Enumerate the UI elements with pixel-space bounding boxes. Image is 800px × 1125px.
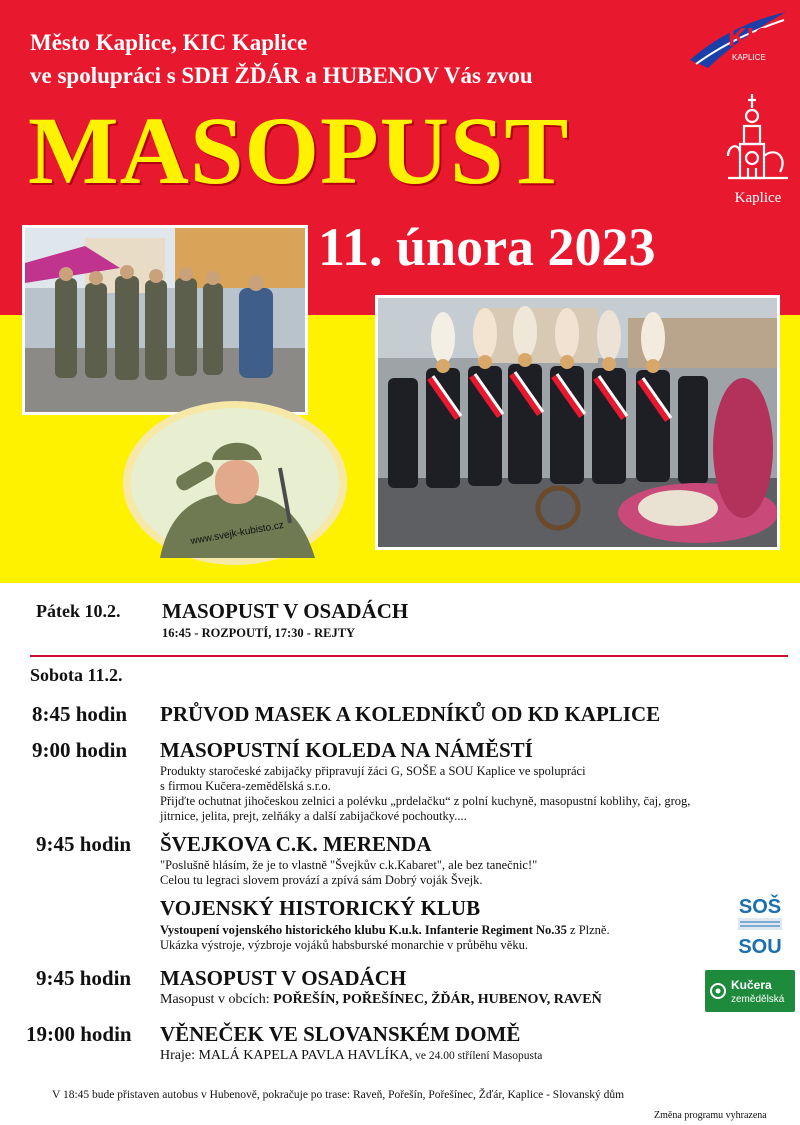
organizer-line: Město Kaplice, KIC Kaplice: [30, 30, 308, 55]
item-time: 9:00 hodin: [32, 738, 128, 762]
bus-note: V 18:45 bude přistaven autobus v Hubenově, pokračuje po trase: Raveň, Pořešín, Pořešínec, Žďár, Kaplice - Slovanský dům: [52, 1089, 625, 1101]
poster-title: MASOPUST: [28, 97, 570, 204]
saturday-day: Sobota 11.2.: [30, 665, 123, 685]
kucera-logo-line1: Kučera: [731, 978, 772, 992]
item-text-line: [160, 992, 602, 1008]
item-time: 8:45 hodin: [32, 702, 128, 726]
item-time: 19:00 hodin: [26, 1022, 132, 1046]
item-title: ŠVEJKOVA C.K. MERENDA: [160, 832, 432, 856]
photo-svejk-character: [120, 398, 350, 568]
item-text-line: Přijďte ochutnat jihočeskou zelnici a polévku „prdelačku“ z polní kuchyně, masopustní koblihy, čaj, grog,: [160, 794, 691, 808]
kucera-logo-line2: zemědělská: [731, 994, 785, 1005]
band-suffix: , ve 24.00 střílení Masopusta: [409, 1050, 543, 1062]
kic-logo-text: KIC: [728, 22, 773, 52]
band-prefix: Hraje:: [160, 1048, 199, 1063]
kic-logo-subtext: KAPLICE: [732, 53, 766, 62]
item-title: MASOPUST V OSADÁCH: [160, 966, 407, 990]
kic-kaplice-logo: [688, 10, 788, 72]
photo-carnival-parade: [375, 295, 780, 550]
item-text-line: s firmou Kučera-zemědělská s.r.o.: [160, 779, 331, 793]
regiment-origin: z Plzně.: [566, 923, 610, 937]
photo-caption-url: www.svejk-kubisto.cz: [189, 519, 285, 548]
sos-logo-bottom: SOU: [738, 936, 782, 958]
friday-event-detail: 16:45 - ROZPOUTÍ, 17:30 - REJTY: [162, 626, 356, 640]
item-text-line: "Poslušně hlásím, že je to vlastně "Švejkův c.k.Kabaret", ale bez tanečnic!": [160, 858, 538, 872]
villages-list: POŘEŠÍN, POŘEŠÍNEC, ŽĎÁR, HUBENOV, RAVEŇ: [273, 992, 602, 1007]
friday-event-title: MASOPUST V OSADÁCH: [162, 599, 409, 623]
item-text-line: jitrnice, jelita, prejt, zelňáky a další zabijačkové pochoutky....: [160, 809, 467, 823]
item-title: VĚNEČEK VE SLOVANSKÉM DOMĚ: [160, 1022, 521, 1046]
kaplice-church-logo: [722, 86, 794, 210]
event-date: 11. února 2023: [318, 217, 656, 277]
item-text-line: [160, 1048, 542, 1064]
item-title: VOJENSKÝ HISTORICKÝ KLUB: [160, 896, 481, 920]
kaplice-logo-text: Kaplice: [734, 190, 782, 206]
kucera-zemedelska-logo: [705, 970, 795, 1012]
item-text-line: [160, 923, 610, 938]
band-name: MALÁ KAPELA PAVLA HAVLÍKA: [198, 1048, 410, 1063]
cooperation-line: ve spolupráci s SDH ŽĎÁR a HUBENOV Vás zvou: [30, 63, 533, 88]
villages-prefix: Masopust v obcích:: [160, 992, 274, 1007]
sos-logo-top: SOŠ: [738, 896, 782, 918]
friday-day: Pátek 10.2.: [36, 601, 121, 621]
item-time: 9:45 hodin: [36, 966, 132, 990]
item-title: PRŮVOD MASEK A KOLEDNÍKŮ OD KD KAPLICE: [160, 702, 661, 726]
disclaimer: Změna programu vyhrazena: [654, 1110, 767, 1121]
item-title: MASOPUSTNÍ KOLEDA NA NÁMĚSTÍ: [160, 738, 533, 762]
section-divider: [30, 655, 788, 657]
photo-historical-soldiers: [22, 225, 308, 415]
regiment-name: Vystoupení vojenského historického klubu K.u.k. Infanterie Regiment No.35: [160, 923, 567, 937]
item-text-line: Produkty staročeské zabijačky připravují žáci G, SOŠE a SOU Kaplice ve spolupráci: [160, 764, 586, 778]
item-text-line: Celou tu legraci slovem provází a zpívá sám Dobrý voják Švejk.: [160, 873, 483, 887]
item-time: 9:45 hodin: [36, 832, 132, 856]
item-text-line: Ukázka výstroje, výzbroje vojáků habsburské monarchie v průběhu věku.: [160, 938, 528, 952]
sos-sou-logo: [730, 893, 790, 959]
